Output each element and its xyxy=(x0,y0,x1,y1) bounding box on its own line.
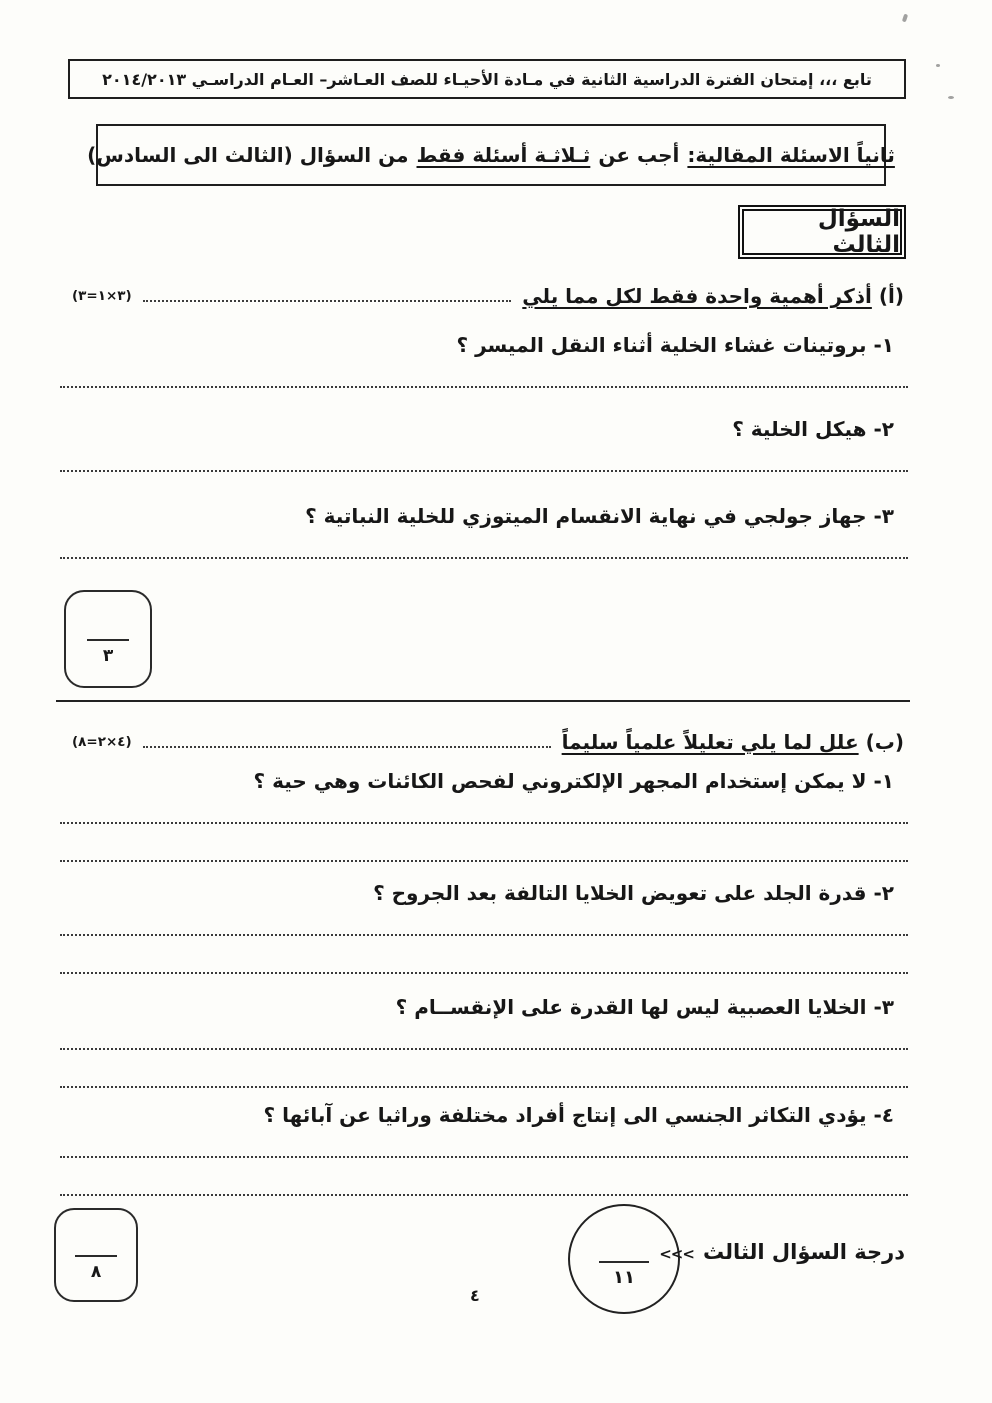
dotted-leader xyxy=(143,300,512,302)
exam-header-bar xyxy=(68,59,906,99)
part-a-label: (أ) xyxy=(878,284,904,308)
question-block-a3 xyxy=(60,501,908,559)
question-three-title: السؤال الثالث xyxy=(817,206,900,258)
part-b-heading-row xyxy=(72,722,904,754)
part-b-marks: (٨=٢×٤) xyxy=(72,734,132,750)
part-a-title: أذكر أهمية واحدة فقط لكل مما يلي xyxy=(522,284,872,308)
part-b-label: (ب) xyxy=(865,730,904,754)
page-number: ٤ xyxy=(470,1286,480,1305)
question-text: ٤- يؤدي التكاثر الجنسي الى إنتاج أفراد مختلفة وراثيا عن آبائها ؟ xyxy=(263,1103,894,1127)
part-a-max-score: ٣ xyxy=(102,645,114,666)
answer-dotted-line xyxy=(60,470,908,472)
score-blank-line xyxy=(599,1261,649,1263)
answer-dotted-line xyxy=(60,386,908,388)
part-a-heading-row xyxy=(72,276,904,308)
question-block-a1 xyxy=(60,330,908,388)
dotted-leader xyxy=(143,746,551,748)
question-text: ٢- قدرة الجلد على تعويض الخلايا التالفة بعد الجروح ؟ xyxy=(373,881,894,905)
question-text: ١- بروتينات غشاء الخلية أثناء النقل الميسر ؟ xyxy=(456,333,894,357)
question-three-title-box xyxy=(738,205,906,259)
instruction-title: ثانياً الاسئلة المقالية: xyxy=(687,143,895,167)
answer-dotted-line xyxy=(60,934,908,936)
score-blank-line xyxy=(75,1255,117,1257)
part-b-title: علل لما يلي تعليلاً علمياً سليماً xyxy=(561,730,859,754)
instruction-emphasis: ثـلاثـة أسئلة فقط xyxy=(416,143,591,167)
question-block-b4 xyxy=(60,1100,908,1196)
part-b-max-score: ٨ xyxy=(90,1261,102,1282)
score-pointer-arrows: <<< xyxy=(659,1244,694,1263)
question-text: ٣- جهاز جولجي في نهاية الانقسام الميتوزي للخلية النباتية ؟ xyxy=(305,504,894,528)
answer-dotted-line xyxy=(60,1194,908,1196)
answer-dotted-line xyxy=(60,1156,908,1158)
answer-dotted-line xyxy=(60,1086,908,1088)
question-text: ٢- هيكل الخلية ؟ xyxy=(732,417,894,441)
question-score-label-row xyxy=(659,1240,905,1264)
exam-header-text: تابع ،،، إمتحان الفترة الدراسية الثانية في مـادة الأحيـاء للصف العـاشر– العـام الدراسـي ٢٠١٤/٢٠١٣ xyxy=(102,69,872,89)
question-block-a2 xyxy=(60,414,908,472)
question-text: ١- لا يمكن إستخدام المجهر الإلكتروني لفحص الكائنات وهي حية ؟ xyxy=(253,769,894,793)
scan-artifact xyxy=(936,64,940,67)
question-block-b3 xyxy=(60,992,908,1088)
score-blank-line xyxy=(87,639,129,641)
answer-dotted-line xyxy=(60,1048,908,1050)
answer-dotted-line xyxy=(60,972,908,974)
section-separator-line xyxy=(56,700,910,702)
question-text: ٣- الخلايا العصبية ليس لها القدرة على الإنقســام ؟ xyxy=(395,995,894,1019)
answer-dotted-line xyxy=(60,860,908,862)
question-score-label: درجة السؤال الثالث xyxy=(702,1240,905,1264)
essay-instruction-box xyxy=(87,124,895,186)
part-a-marks: (٣=١×٣) xyxy=(72,288,132,304)
answer-dotted-line xyxy=(60,557,908,559)
scan-artifact xyxy=(902,14,908,23)
part-b-score-box xyxy=(54,1208,138,1302)
scan-artifact xyxy=(948,96,954,99)
instruction-mid-text: أجب عن xyxy=(598,143,680,167)
question-block-b1 xyxy=(60,766,908,862)
instruction-tail-text: من السؤال (الثالث الى السادس) xyxy=(87,143,409,167)
question-block-b2 xyxy=(60,878,908,974)
answer-dotted-line xyxy=(60,822,908,824)
question-total-max-score: ١١ xyxy=(613,1266,635,1288)
part-a-score-box xyxy=(64,590,152,688)
